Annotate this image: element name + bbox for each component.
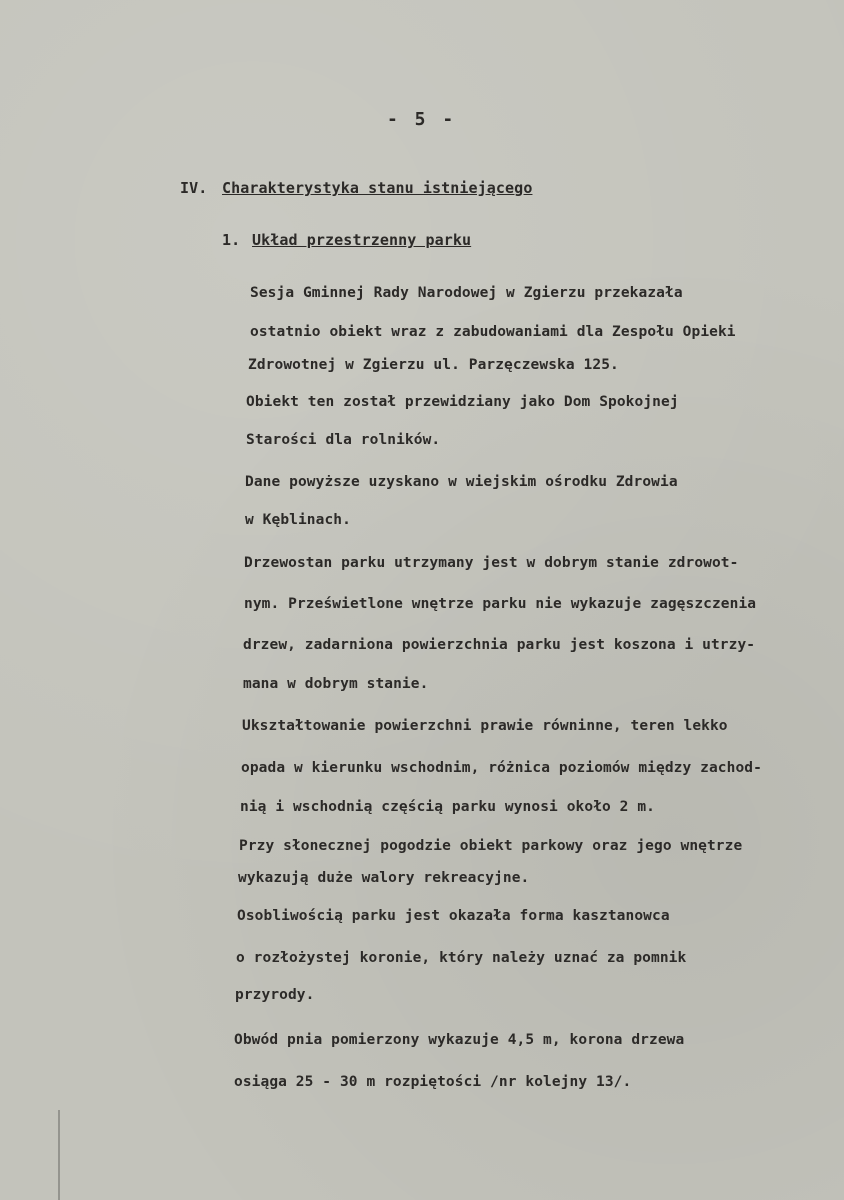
body-line: Obiekt ten został przewidziany jako Dom Spokojnej [246, 394, 679, 410]
body-line: drzew, zadarniona powierzchnia parku jest koszona i utrzy- [243, 637, 756, 653]
margin-mark [58, 1110, 60, 1200]
subsection-title: Układ przestrzenny parku [252, 231, 472, 249]
body-line: Zdrowotnej w Zgierzu ul. Parzęczewska 125. [248, 357, 619, 373]
body-line: w Kęblinach. [245, 512, 351, 528]
body-line: osiąga 25 - 30 m rozpiętości /nr kolejny 13/. [234, 1074, 632, 1090]
body-line: Osobliwością parku jest okazała forma kasztanowca [237, 908, 670, 924]
body-line: nią i wschodnią częścią parku wynosi około 2 m. [240, 799, 655, 815]
body-line: wykazują duże walory rekreacyjne. [238, 870, 530, 886]
body-line: Starości dla rolników. [246, 432, 441, 448]
body-line: o rozłożystej koronie, który należy uznać za pomnik [236, 950, 687, 966]
body-line: mana w dobrym stanie. [243, 676, 429, 692]
body-line: Drzewostan parku utrzymany jest w dobrym stanie zdrowot- [244, 555, 739, 571]
body-line: Dane powyższe uzyskano w wiejskim ośrodku Zdrowia [245, 474, 678, 490]
section-number: IV. [180, 179, 208, 197]
body-line: nym. Prześwietlone wnętrze parku nie wykazuje zagęszczenia [244, 596, 757, 612]
body-line: Sesja Gminnej Rady Narodowej w Zgierzu przekazała [250, 285, 683, 301]
body-line: Przy słonecznej pogodzie obiekt parkowy oraz jego wnętrze [239, 838, 743, 854]
page-number: - 5 - [387, 109, 457, 130]
section-title: Charakterystyka stanu istniejącego [222, 179, 533, 197]
body-line: przyrody. [235, 987, 315, 1003]
subsection-number: 1. [222, 231, 241, 249]
body-line: ostatnio obiekt wraz z zabudowaniami dla Zespołu Opieki [250, 324, 736, 340]
body-line: opada w kierunku wschodnim, różnica poziomów między zachod- [241, 760, 762, 776]
body-line: Obwód pnia pomierzony wykazuje 4,5 m, korona drzewa [234, 1032, 685, 1048]
body-line: Ukształtowanie powierzchni prawie równinne, teren lekko [242, 718, 728, 734]
